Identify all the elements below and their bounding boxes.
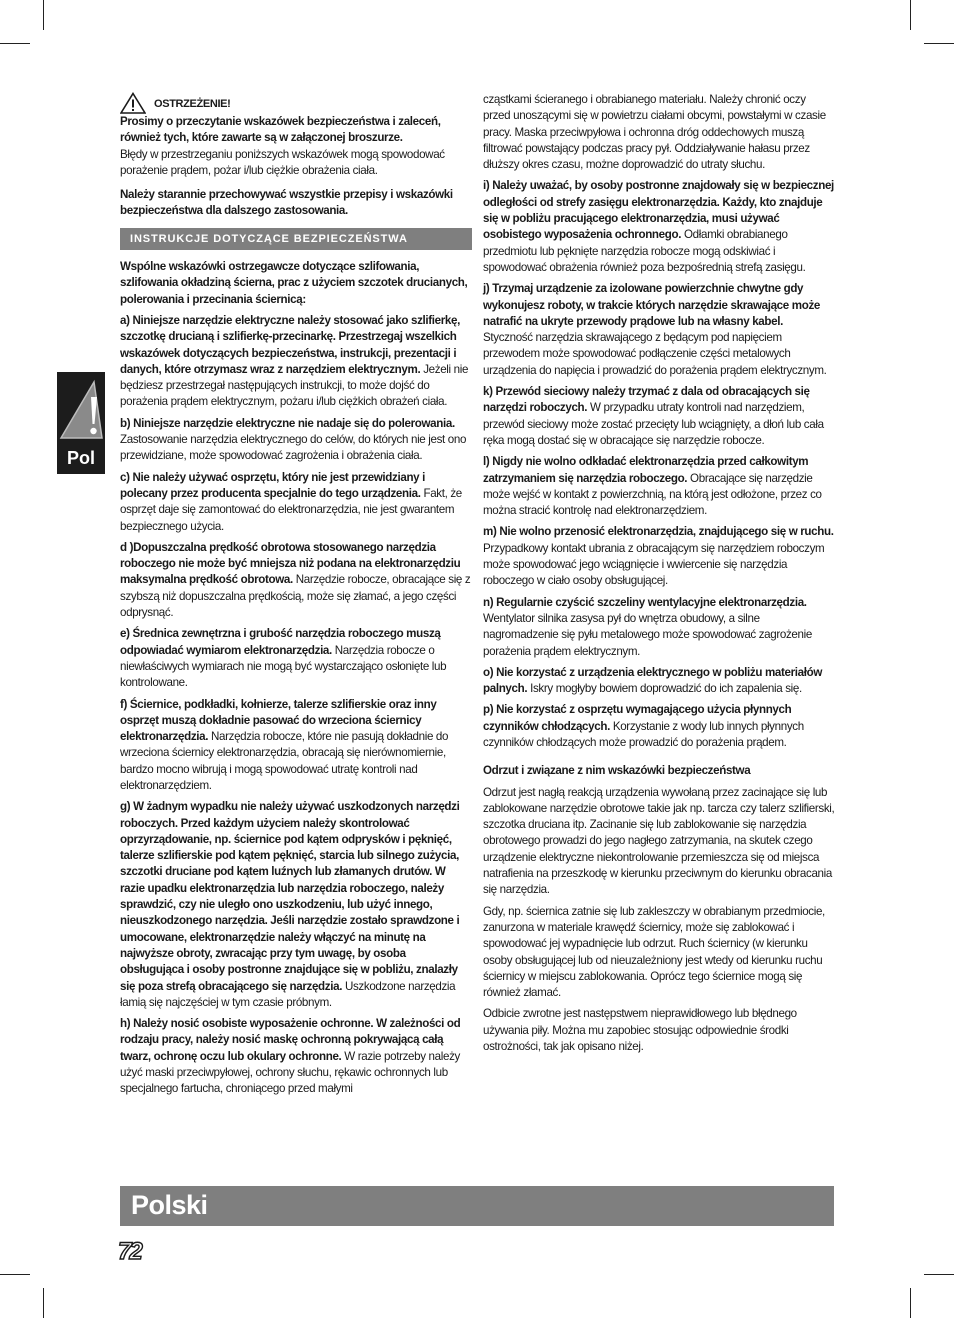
instruction-l: l) Nigdy nie wolno odkładać elektronarzędzia przed całkowitym zatrzymaniem się narzędzia roboczego. Obracające się narzędzie może wejść w kontakt z powierzchnią, na którą jest odłożone, przez co można stracić kontrolę nad elektronarzędziem. [483, 455, 822, 518]
kickback-paragraph: Gdy, np. ściernica zatnie się lub zakleszczy w obrabianym przedmiocie, zanurzona w materiale krawędź ściernicy, może się zablokować i spowodować jej wypadnięcie lub odrzut. Ruch ściernicy (w kierunku osoby obsługującej lub od nieuzależniony jest wtedy od kierunku ruchu ściernicy w miejscu zablokowania. Oprócz tego ściernice mogą się również złamać. [483, 904, 825, 1000]
language-side-tab [57, 372, 105, 474]
footer-language-band [120, 1186, 834, 1226]
instruction-o: o) Nie korzystać z urządzenia elektrycznego w pobliżu materiałów palnych. Iskry mogłyby bowiem doprowadzić do ich zapalenia się. [483, 665, 823, 696]
warning-intro: Błędy w przestrzeganiu poniższych wskazówek mogą spowodować porażenie prądem, pożar i/lub ciężkie obrażenia ciała. [120, 147, 445, 177]
instruction-g: g) W żadnym wypadku nie należy używać uszkodzonych narzędzi roboczych. Przed każdym użyciem należy skontrolować oprzyrządowanie, np. ściernice pod kątem odprysków i pęknięć, talerze szlifierskie pod kątem pęknięć, starcia lub silnego zużycia, szczotki druciane pod kątem luźnych lub złamanych drutów. W razie upadku elektronarzędzia lub narzędzia roboczego, należy sprawdzić, czy nie uległo ono uszkodzeniu, lub użyć innego, nieuszkodzonego narzędzia. Jeśli narzędzie zostało sprawdzone i umocowane, elektronarzędzie należy włączyć na minutę na najwyższe obroty, zwracając przy tym uwagę, by osoba obsługująca i osoby postronne znajdujące się w pobliżu, znalazły się poza strefą obracającego się narzędzia. Uszkodzone narzędzia łamią się najczęściej w tym czasie próbnym. [120, 800, 460, 1009]
crop-mark [43, 0, 44, 30]
instruction-f: f) Ściernice, podkładki, kołnierze, talerze szlifierskie oraz inny osprzęt muszą dokładnie pasować do wrzeciona ściernicy elektronarzędzia. Narzędzia robocze, które nie pasują dokładnie do wrzeciona ściernicy elektronarzędzia, obracają się nierównomiernie, bardzo mocno wibrują i mogą spowodować utratę kontroli nad elektronarzędziem. [120, 697, 449, 792]
crop-mark [924, 43, 954, 44]
crop-mark [0, 43, 30, 44]
warning-triangle-icon [120, 92, 146, 114]
warning-exclamation-icon [58, 376, 104, 446]
warning-keep: Należy starannie przechowywać wszystkie przepisy i wskazówki bezpieczeństwa dla dalszego zastosowania. [120, 188, 453, 218]
instruction-m: m) Nie wolno przenosić elektronarzędzia, znajdującego się w ruchu. Przypadkowy kontakt ubrania z obracającym się narzędziem roboczym może spowodować jego wciągnięcie i wwiercenie się narzędzia roboczego w ciało osoby obsługującej. [483, 525, 834, 588]
instruction-c: c) Nie należy używać osprzętu, który nie jest przewidziany i polecany przez producenta specjalnie do tego urządzenia. Fakt, że osprzęt daje się zamontować do elektronarzędzia, nie jest gwarantem bezpiecznego użycia. [120, 470, 462, 533]
kickback-paragraph: Odbicie zwrotne jest następstwem nieprawidłowego lub błędnego używania piły. Można mu zapobiec stosując odpowiednie środki ostrożności, tak jak opisano niżej. [483, 1007, 797, 1054]
instruction-d: d )Dopuszczalna prędkość obrotowa stosowanego narzędzia roboczego nie może być mniejsza niż podana na elektronarzędziu maksymalna prędkość obrotowa. Narzędzie robocze, obracające się z szybszą niż dopuszczalna prędkością, może się złamać, a jego części odprysnąć. [120, 540, 471, 620]
instruction-p: p) Nie korzystać z osprzętu wymagającego użycia płynnych czynników chłodzących. Korzystanie z wody lub innych płynnych czynników chłodzących może prowadzić do porażenia prądem. [483, 703, 804, 749]
instruction-a: a) Niniejsze narzędzie elektryczne należy stosować jako szlifierkę, szczotkę drucianą i szlifierkę-przecinarkę. Przestrzegaj wszelkich wskazówek dotyczących bezpieczeństwa, instrukcji, prezentacji i danych, które otrzymasz wraz z narzędziem elektrycznym. Jeżeli nie będziesz przestrzegał następujących instrukcji, to może dojść do porażenia prądem elektrycznym, pożaru i/lub ciężkich obrażeń ciała. [120, 313, 469, 409]
instruction-h: h) Należy nosić osobiste wyposażenie ochronne. W zależności od rodzaju pracy, należy nosić maskę ochronną pokrywającą całą twarz, ochronę oczu lub okulary ochronne. W razie potrzeby należy użyć maski przeciwpyłowej, ochrony słuchu, rękawic ochronnych lub specjalnego fartucha, chroniącego przed małymi [120, 1017, 461, 1096]
instruction-e: e) Średnica zewnętrzna i grubość narzędzia roboczego muszą odpowiadać wymiarom elektronarzędzia. Narzędzia robocze o niewłaściwych wymiarach nie mogą być wystarczająco osłonięte lub kontrolowane. [120, 627, 447, 690]
footer-language: Polski [131, 1190, 208, 1220]
warning-title: OSTRZEŻENIE! [154, 97, 231, 110]
instruction-h-continued: cząstkami ścieranego i obrabianego materiału. Należy chronić oczy przed unoszącymi się w powietrzu ciałami obcymi, powstałymi w czasie pracy. Maska przeciwpyłowa i ochronna dróg oddechowych muszą filtrować powstający podczas pracy pył. Oddziaływanie hałasu przez dłuższy okres czasu, możne doprowadzić do utraty słuchu. [483, 93, 826, 172]
instruction-i: i) Należy uważać, by osoby postronne znajdowały się w bezpiecznej odległości od strefy zasięgu elektronarzędzia. Każdy, kto znajduje się w pobliżu pracującego elektronarzędzia, musi używać osobistego wyposażenia ochronnego. Odłamki obrabianego przedmiotu lub pęknięte narzędzia robocze mogą odskiwiać i spowodować obrażenia również poza bezpośrednią strefą zasięgu. [483, 179, 834, 274]
instruction-b: b) Niniejsze narzędzie elektryczne nie nadaje się do polerowania. Zastosowanie narzędzia elektrycznego do celów, do których nie jest ono przewidziane, może spowodować zagrożenia i obrażenia ciała. [120, 416, 467, 463]
common-heading: Wspólne wskazówki ostrzegawcze dotyczące szlifowania, szlifowania okładziną ścierna, prac z użyciem szczotek drucianych, polerowania i przecinania ściernicą: [120, 260, 468, 306]
kickback-heading: Odrzut i związane z nim wskazówki bezpieczeństwa [483, 764, 751, 778]
instruction-j: j) Trzymaj urządzenie za izolowane powierzchnie chwytne gdy wykonujesz roboty, w trakcie których narzędzie skrawające może natrafić na ukryte przewody prądowe lub na własny kabel. Styczność narzędzia skrawającego z będącym pod napięciem przewodem może spowodować podłączenie części metalowych urządzenia do napięcia i prowadzić do porażenia prądem elektrycznym. [483, 282, 827, 377]
crop-mark [924, 1274, 954, 1275]
section-title: INSTRUKCJE DOTYCZĄCE BEZPIECZEŃSTWA [120, 228, 472, 250]
page-number: 72 [118, 1238, 141, 1265]
crop-mark [43, 1288, 44, 1318]
right-column [483, 92, 835, 1060]
warning-header [120, 92, 472, 114]
kickback-paragraph: Odrzut jest nagłą reakcją urządzenia wywołaną przez zacinające się lub zablokowane narzędzie obrotowe takie jak np. tarcza czy talerz szlifierski, szczotka druciana itp. Zacinanie się lub zablokowanie się narzędzia obrotowego prowadzi do jego nagłego zatrzymania, na skutek czego urządzenie elektryczne niekontrolowanie przemieszcza się od miejsca natrafienia na przeszkodę w kierunku przeciwnym do kierunku obracania się narzędzia. [483, 785, 835, 897]
crop-mark [0, 1274, 30, 1275]
left-column [120, 92, 472, 1103]
instruction-k: k) Przewód sieciowy należy trzymać z dala od obracających się narzędzi roboczych. W przypadku utraty kontroli nad narzędziem, przewód sieciowy może zostać przecięty lub wciągnięty, a dłoń lub cała ręka mogą dostać się w obracające się narzędzie robocze. [483, 385, 824, 447]
warning-text [120, 114, 472, 179]
side-tab-label: Pol [66, 448, 95, 468]
warning-bold-intro: Prosimy o przeczytanie wskazówek bezpieczeństwa i zaleceń, również tych, które zawarte są w załączonej broszurze. [120, 115, 441, 145]
crop-mark [910, 0, 911, 30]
instruction-n: n) Regularnie czyścić szczeliny wentylacyjne elektronarzędzia. Wentylator silnika zasysa pył do wnętrza obudowy, a silne nagromadzenie się pyłu metalowego może spowodować zagrożenie porażenia prądem elektrycznym. [483, 595, 812, 658]
crop-mark [910, 1288, 911, 1318]
